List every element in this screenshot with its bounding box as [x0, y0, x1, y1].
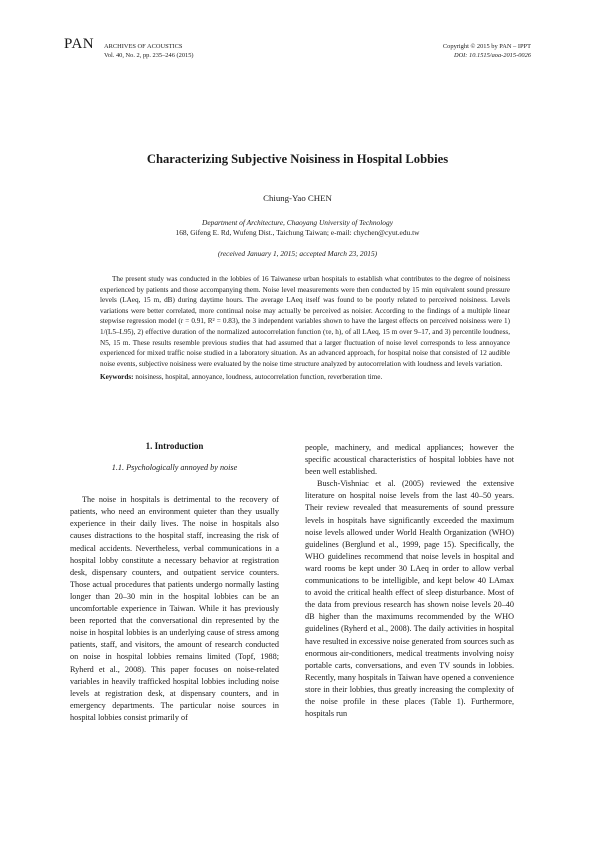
affiliation: [0, 218, 595, 238]
journal-header: [64, 36, 531, 66]
journal-info: [104, 42, 194, 60]
subsection-title: 1.1. Psychologically annoyed by noise: [111, 463, 238, 473]
paper-title: Characterizing Subjective Noisiness in Hospital Lobbies: [146, 152, 449, 166]
right-column: [305, 442, 514, 720]
affiliation-department: Department of Architecture, Chaoyang University of Technology: [202, 218, 393, 227]
copyright-info: [443, 42, 531, 60]
keywords-label: Keywords:: [100, 373, 134, 382]
author-name: Chiung-Yao CHEN: [263, 193, 332, 203]
affiliation-address: 168, Gifeng E. Rd, Wufeng Dist., Taichung Taiwan; e-mail: chychen@cyut.edu.tw: [175, 228, 420, 237]
section-title: 1. Introduction: [145, 441, 204, 451]
doi-line: DOI: 10.1515/aoa-2015-0026: [453, 52, 531, 59]
abstract: [100, 274, 510, 383]
body-paragraph: people, machinery, and medical appliances; however the specific acoustical characteristics of hospital lobbies have not been well established.: [305, 443, 514, 477]
left-column: [70, 440, 279, 724]
keywords: [100, 372, 510, 383]
keywords-list: noisiness, hospital, annoyance, loudness, autocorrelation function, reverberation time.: [135, 373, 383, 382]
copyright-line: Copyright © 2015 by PAN – IPPT: [442, 43, 531, 50]
body-paragraph: Busch-Vishniac et al. (2005) reviewed the extensive literature on hospital noise levels from the last 40–50 years. Their review revealed that measurements of sound pressure levels in hospitals have significantly exceeded the maximum noise levels allowed under World Health Organization (WHO) guidelines (Berglund et al., 1999, page 15). Specifically, the WHO guidelines recommend that noise levels in hospital and ward rooms be kept under 30 LAeq in order to allow verbal communications to be intelligible, and kept below 40 LAmax to avoid the critical health effect of sleep disturbance. Most of the data from previous research has shown noise levels 20–40 dB higher than the maximums recommended by the WHO guidelines (Ryherd et al., 2008). The daily activities in hospital have resulted in excessive noise generated from sources such as enormous air-conditioners, medical treatments involving noisy portable carts, conversations, and even TV sounds in lobbies. Recently, many hospitals in Taiwan have opened a convenience store in their lobbies, thus greatly increasing the complexity of the noise profile in these places (Table 1). Furthermore, hospitals run: [305, 479, 514, 719]
received-dates: (received January 1, 2015; accepted March 23, 2015): [217, 249, 378, 258]
journal-name: ARCHIVES OF ACOUSTICS: [104, 43, 183, 50]
volume-line: Vol. 40, No. 2, pp. 235–246 (2015): [104, 52, 194, 59]
pan-logo: PAN: [64, 36, 95, 52]
abstract-text: The present study was conducted in the lobbies of 16 Taiwanese urban hospitals to establish what contributes to the degree of noisiness experienced by patients and those accompanying them. Noise level measurements were then conducted by 15 min equivalent sound pressure levels (LAeq, 15 m, dB) during daytime hours. The average LAeq itself was found to be poorly related to perceived noisiness. Levels variations were better correlated, more continual noise may actually be perceived as noisier. According to the findings of a multiple linear stepwise regression model (r = 0.91, R² = 0.83), the 3 independent variables shown to have the largest effects on perceived noisiness were 1) 1/(L5–L95), 2) effective duration of the normalized autocorrelation function (τe, h), of all LAeq, 15 m over 9–17, and 3) percentile loudness, N5, 15 m. These results resemble previous studies that had assumed that a larger fluctuation of noise level corresponds to less annoyance experienced for mixed traffic noise studied in a laboratory situation. As an advanced approach, for hospital noise that consisted of 12 audible noise events, subjective noisiness were evaluated by the noise time structure analyzed by autocorrelation with loudness and levels variation.: [100, 275, 510, 368]
body-paragraph: The noise in hospitals is detrimental to the recovery of patients, who need an environment quieter than they usually experience in their daily lives. The noise in hospitals also causes distractions to the hospital staff, increasing the risk of medical accidents. Nevertheless, verbal communications in a hospital lobby constitute a necessary behavior at registration desk, dispensary counters, and outpatient service counters. Those actual procedures that patients undergo normally lasting longer than 20–30 min in the hospital lobbies can be an uncomfortable experience in Taiwan. While it has previously been reported that the conversational din represented by the noise in hospital lobbies is an underlying cause of stress among patients, staff, and visitors, the amount of research conducted on noise in hospital lobbies remains limited (Topf, 1988; Ryherd et al., 2008). This paper focuses on noise-related variables in heavily trafficked hospital lobbies including noise levels at registration desk, at dispensary counters, and in emergency departments. The particular noise sources in hospital lobbies consist primarily of: [70, 495, 279, 722]
